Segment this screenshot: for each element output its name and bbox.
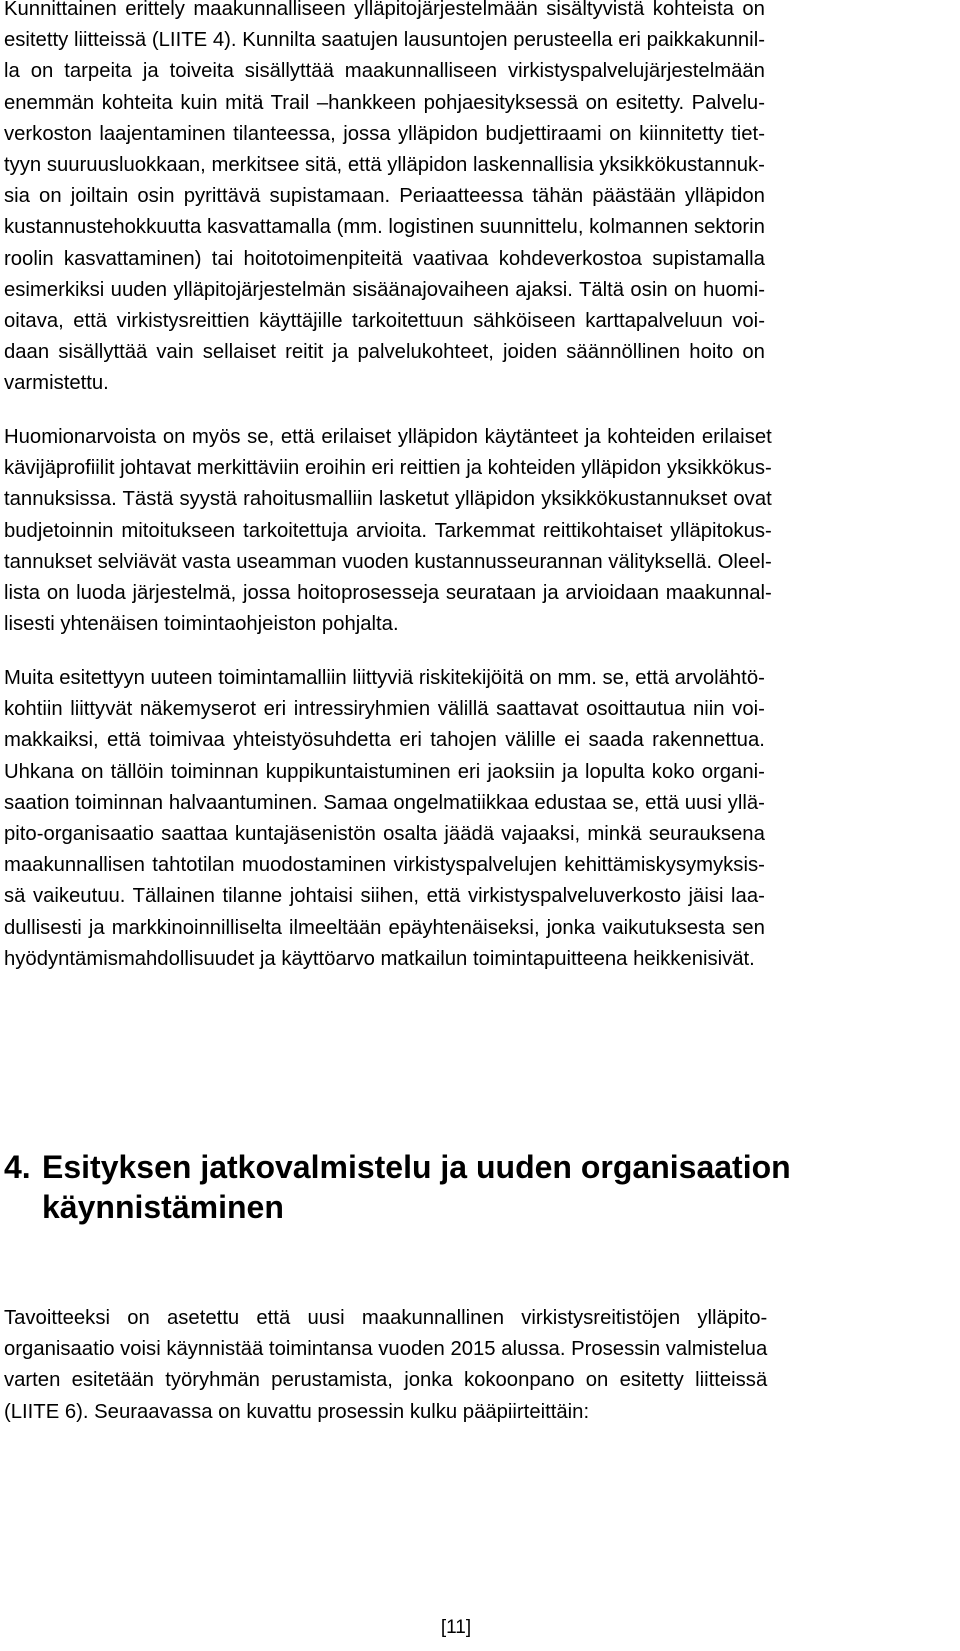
paragraph-line: saation toiminnan halvaantuminen. Samaa ongelmatiikkaa edustaa se, että uusi yllä- bbox=[4, 791, 765, 814]
paragraph-line: verkoston laajentaminen tilanteessa, jossa ylläpidon budjettiraami on kiinnitetty tiet- bbox=[4, 122, 765, 145]
paragraph-line: la on tarpeita ja toiveita sisällyttää maakunnalliseen virkistyspalvelujärjestelmään bbox=[4, 60, 765, 83]
paragraph-3 bbox=[4, 663, 765, 975]
section-heading bbox=[4, 1147, 912, 1227]
paragraph-line: lisesti yhtenäisen toimintaohjeiston pohjalta. bbox=[4, 613, 399, 636]
paragraph-line: kustannustehokkuutta kasvattamalla (mm. logistinen suunnittelu, kolmannen sektorin bbox=[4, 216, 765, 239]
paragraph-line: varmistettu. bbox=[4, 372, 109, 395]
paragraph-line: kävijäprofiilit johtavat merkittäviin eroihin eri reittien ja kohteiden ylläpidon yksikkökus- bbox=[4, 457, 772, 480]
paragraph-line: (LIITE 6). Seuraavassa on kuvattu prosessin kulku pääpiirteittäin: bbox=[4, 1400, 590, 1423]
paragraph-line: daan sisällyttää vain sellaiset reitit ja palvelukohteet, joiden säännöllinen hoito on bbox=[4, 341, 765, 364]
paragraph-line: budjetoinnin mitoitukseen tarkoitettuja arvioita. Tarkemmat reittikohtaiset ylläpitokus- bbox=[4, 519, 772, 542]
paragraph-1 bbox=[4, 0, 765, 400]
paragraph-line: tyyn suuruusluokkaan, merkitsee sitä, että ylläpidon laskennallisia yksikkökustannuk- bbox=[4, 154, 765, 177]
paragraph-line: varten esitetään työryhmän perustamista, jonka kokoonpano on esitetty liitteissä bbox=[4, 1369, 768, 1392]
paragraph-line: Muita esitettyyn uuteen toimintamalliin liittyviä riskitekijöitä on mm. se, että arvolähtö- bbox=[4, 667, 765, 689]
section-number: 4. bbox=[4, 1149, 31, 1185]
paragraph-line: sä vaikeutuu. Tällainen tilanne johtaisi siihen, että virkistyspalveluverkosto jäisi laa- bbox=[4, 885, 765, 908]
paragraph-line: sia on joiltain osin pyrittävä supistamaan. Periaatteessa tähän päästään ylläpidon bbox=[4, 185, 765, 208]
section-title-part: käynnistäminen bbox=[42, 1189, 284, 1225]
paragraph-line: dullisesti ja markkinoinnilliselta ilmeeltään epäyhtenäiseksi, jonka vaikutuksesta sen bbox=[4, 916, 765, 939]
paragraph-line: lista on luoda järjestelmä, jossa hoitoprosesseja seurataan ja arvioidaan maakunnal- bbox=[4, 582, 772, 605]
paragraph-line: Tavoitteeksi on asetettu että uusi maakunnallinen virkistysreitistöjen ylläpito- bbox=[4, 1307, 768, 1329]
paragraph-line: tannuksissa. Tästä syystä rahoitusmalliin lasketut ylläpidon yksikkökustannukset ovat bbox=[4, 488, 772, 511]
paragraph-line: roolin kasvattaminen) tai hoitotoimenpiteitä vaativaa kohdeverkostoa supistamalla bbox=[4, 247, 765, 270]
paragraph-line: hyödyntämismahdollisuudet ja käyttöarvo matkailun toimintapuitteena heikkenisivät. bbox=[4, 947, 755, 970]
page-footer bbox=[0, 1616, 960, 1640]
section-heading-line bbox=[4, 1147, 912, 1187]
paragraph-line: Uhkana on tällöin toiminnan kuppikuntaistuminen eri jaoksiin ja lopulta koko organi- bbox=[4, 760, 765, 783]
paragraph-line: enemmän kohteita kuin mitä Trail –hankkeen pohjaesityksessä on esitetty. Palvelu- bbox=[4, 91, 765, 114]
paragraph-line: Kunnittainen erittely maakunnalliseen ylläpitojärjestelmään sisältyvistä kohteista on bbox=[4, 0, 765, 20]
paragraph-line: oitava, että virkistysreittien käyttäjille tarkoitettuun sähköiseen karttapalveluun voi- bbox=[4, 310, 765, 333]
paragraph-line: makkaiksi, että toimivaa yhteistyösuhdetta eri tahojen välille ei saada rakennettua. bbox=[4, 729, 765, 752]
paragraph-line: maakunnallisen tahtotilan muodostaminen virkistyspalvelujen kehittämiskysymyksis- bbox=[4, 854, 765, 877]
section-paragraph bbox=[4, 1303, 767, 1428]
paragraph-line: organisaatio voisi käynnistää toimintansa vuoden 2015 alussa. Prosessin valmistelua bbox=[4, 1338, 768, 1361]
section-title-part: Esityksen jatkovalmistelu ja uuden organisaation bbox=[42, 1149, 791, 1185]
paragraph-2 bbox=[4, 422, 772, 640]
page-number: [11] bbox=[440, 1617, 472, 1638]
paragraph-line: kohtiin liittyvät näkemyserot eri intressiryhmien välillä saattavat osoittautua niin voi- bbox=[4, 698, 765, 721]
paragraph-line: esimerkiksi uuden ylläpitojärjestelmän sisäänajovaiheen ajaksi. Tältä osin on huomi- bbox=[4, 278, 765, 301]
paragraph-line: tannukset selviävät vasta useamman vuoden kustannusseurannan välityksellä. Oleel- bbox=[4, 550, 772, 573]
paragraph-line: Huomionarvoista on myös se, että erilaiset ylläpidon käytänteet ja kohteiden erilaiset bbox=[4, 426, 772, 448]
paragraph-line: pito-organisaatio saattaa kuntajäsenistön osalta jäädä vajaaksi, minkä seurauksena bbox=[4, 823, 765, 846]
paragraph-line: esitetty liitteissä (LIITE 4). Kunnilta saatujen lausuntojen perusteella eri paikkakunnil- bbox=[4, 29, 765, 52]
